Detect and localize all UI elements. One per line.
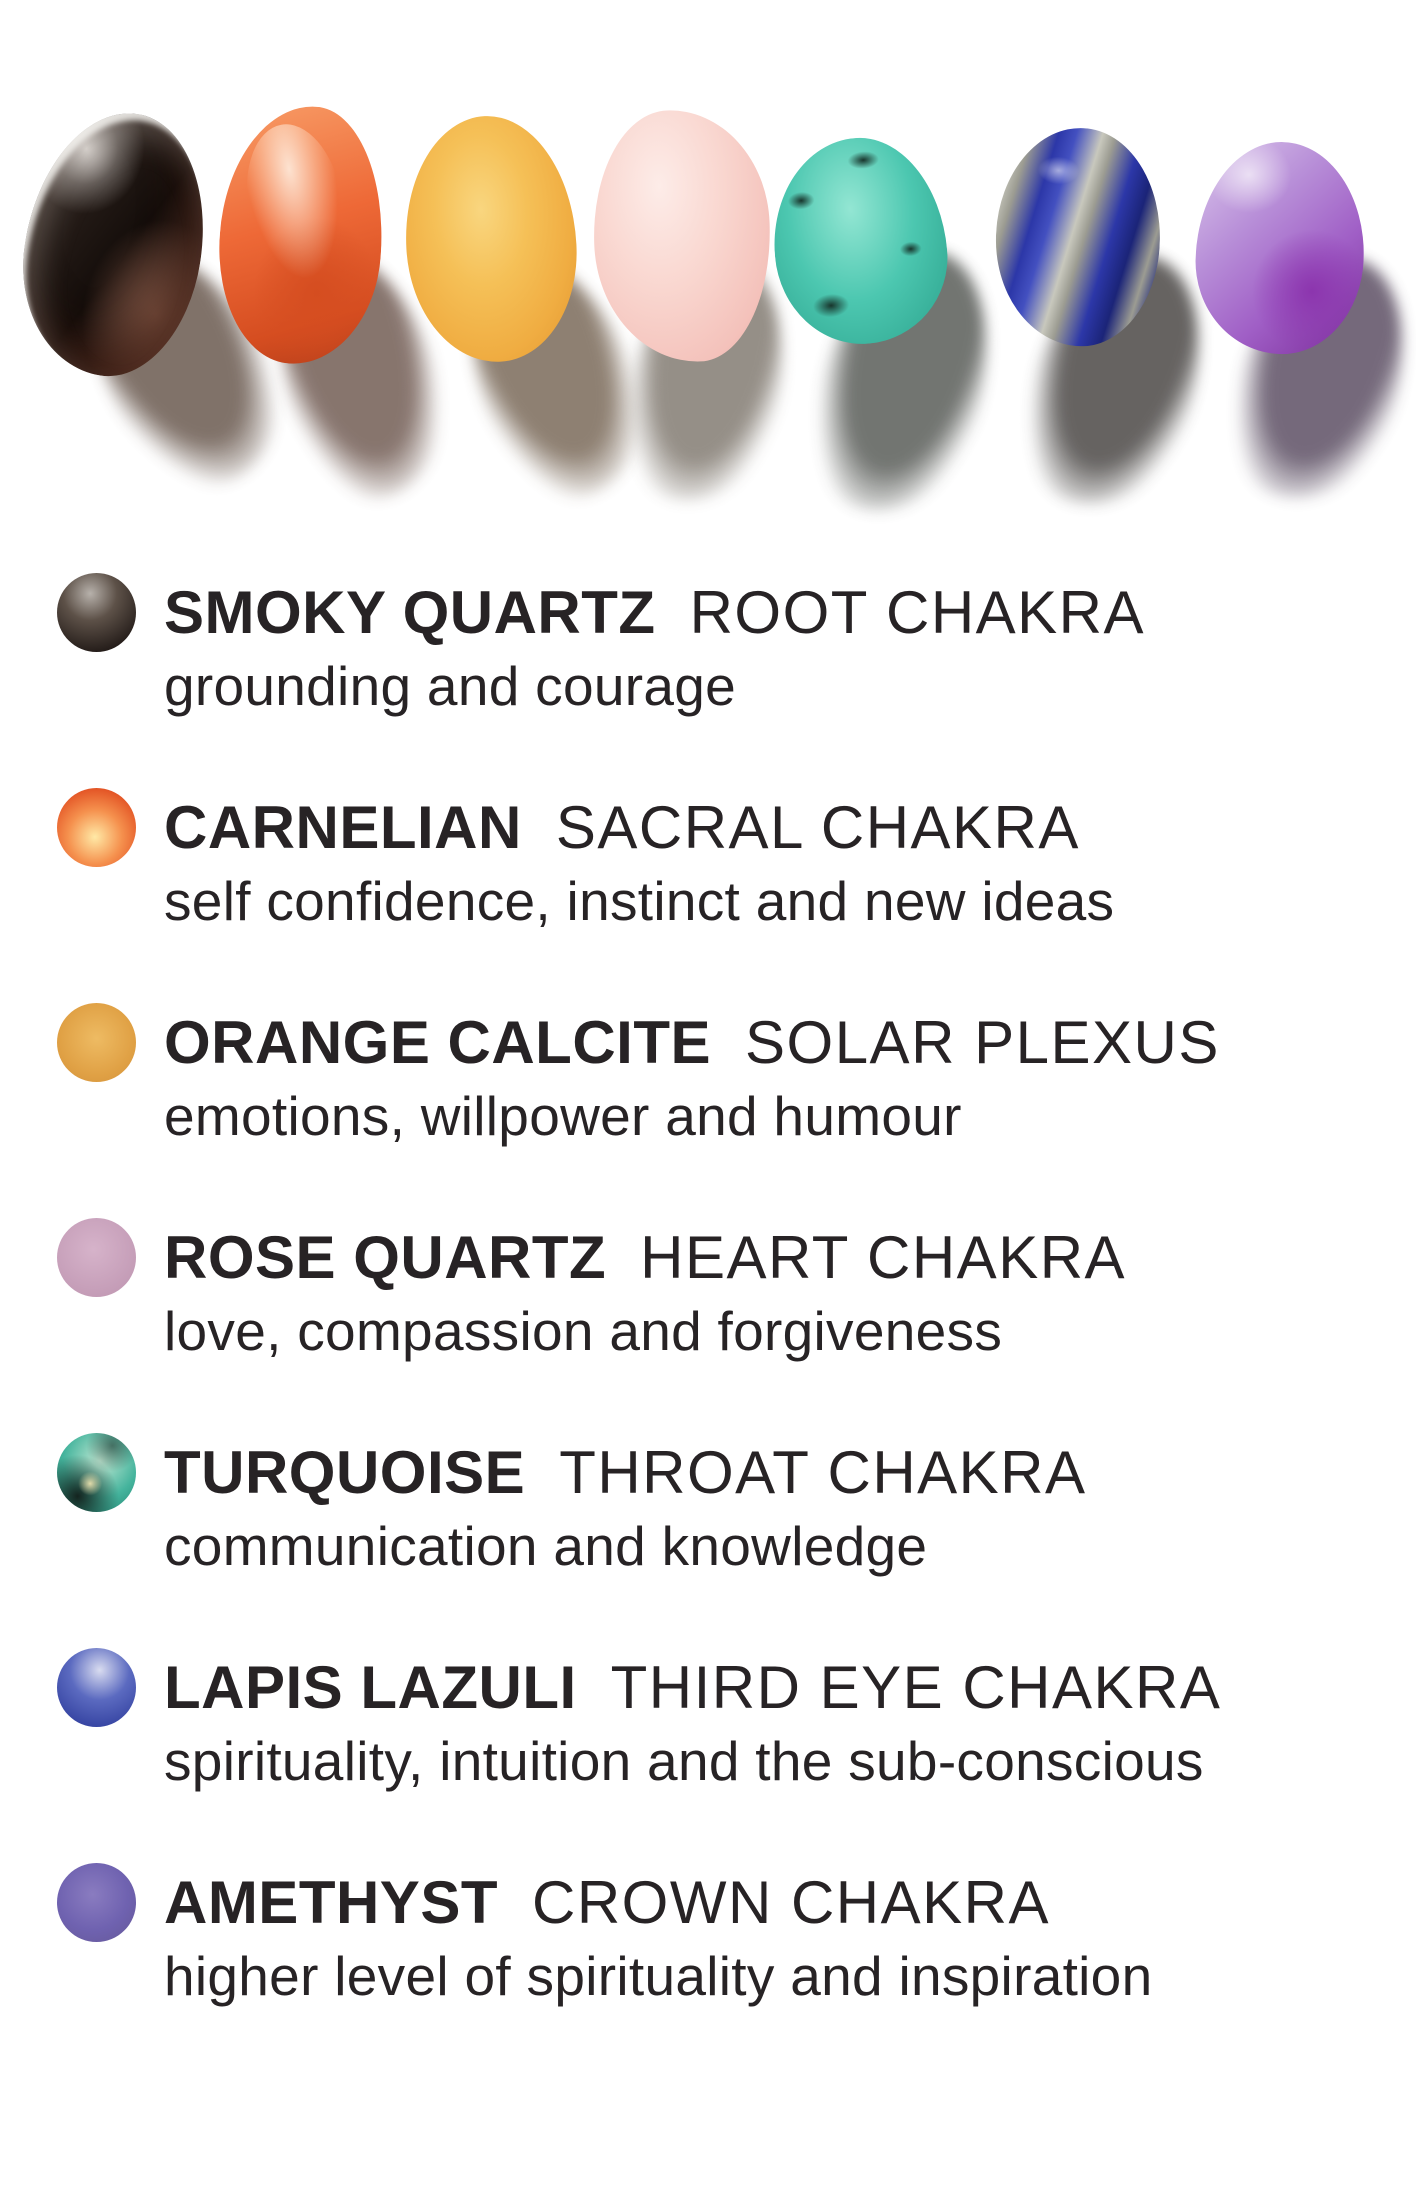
legend-title [164, 1867, 1387, 1939]
stone-name: AMETHYST [164, 1869, 498, 1936]
chakra-name: HEART CHAKRA [640, 1224, 1127, 1291]
stone-description: grounding and courage [164, 655, 737, 717]
legend-row-text [164, 1652, 1387, 1792]
legend-title [164, 792, 1387, 864]
stone-description: emotions, willpower and humour [164, 1085, 962, 1147]
stone-name: TURQUOISE [164, 1439, 526, 1506]
stone-name: ORANGE CALCITE [164, 1009, 711, 1076]
legend-row-text [164, 1007, 1387, 1147]
orange-calcite-swatch [57, 1003, 136, 1082]
legend-row-rose-quartz [57, 1222, 1387, 1362]
legend-title [164, 1437, 1387, 1509]
legend-row-text [164, 1437, 1387, 1577]
chakra-name: SOLAR PLEXUS [745, 1009, 1220, 1076]
stone-description: spirituality, intuition and the sub-conscious [164, 1730, 1204, 1792]
stone-name: ROSE QUARTZ [164, 1224, 607, 1291]
legend-row-text [164, 792, 1387, 932]
carnelian-swatch [57, 788, 136, 867]
stone-name: SMOKY QUARTZ [164, 579, 656, 646]
legend-row-orange-calcite [57, 1007, 1387, 1147]
stone-description: communication and knowledge [164, 1515, 928, 1577]
chakra-name: THROAT CHAKRA [559, 1439, 1087, 1506]
chakra-name: ROOT CHAKRA [689, 579, 1146, 646]
legend-title [164, 1222, 1387, 1294]
rose-quartz-photo [590, 107, 775, 365]
chakra-name: SACRAL CHAKRA [555, 794, 1080, 861]
stone-description: higher level of spirituality and inspiration [164, 1945, 1153, 2007]
turquoise-swatch [57, 1433, 136, 1512]
legend-row-amethyst [57, 1867, 1387, 2007]
chakra-legend [57, 577, 1387, 2082]
orange-calcite-photo [400, 112, 583, 367]
stone-description: self confidence, instinct and new ideas [164, 870, 1115, 932]
legend-row-turquoise [57, 1437, 1387, 1577]
legend-row-lapis-lazuli [57, 1652, 1387, 1792]
legend-title [164, 577, 1387, 649]
chakra-name: THIRD EYE CHAKRA [610, 1654, 1222, 1721]
legend-row-text [164, 1867, 1387, 2007]
amethyst-swatch [57, 1863, 136, 1942]
legend-row-text [164, 577, 1387, 717]
legend-title [164, 1652, 1387, 1724]
stone-amethyst [1196, 142, 1416, 582]
stone-turquoise [774, 138, 1034, 578]
legend-row-text [164, 1222, 1387, 1362]
legend-row-carnelian [57, 792, 1387, 932]
stone-name: CARNELIAN [164, 794, 522, 861]
legend-title [164, 1007, 1387, 1079]
lapis-lazuli-swatch [57, 1648, 136, 1727]
stone-description: love, compassion and forgiveness [164, 1300, 1003, 1362]
smoky-quartz-swatch [57, 573, 136, 652]
chakra-name: CROWN CHAKRA [532, 1869, 1051, 1936]
legend-row-smoky-quartz [57, 577, 1387, 717]
stone-name: LAPIS LAZULI [164, 1654, 577, 1721]
stones-photo-row [0, 0, 1416, 560]
rose-quartz-swatch [57, 1218, 136, 1297]
